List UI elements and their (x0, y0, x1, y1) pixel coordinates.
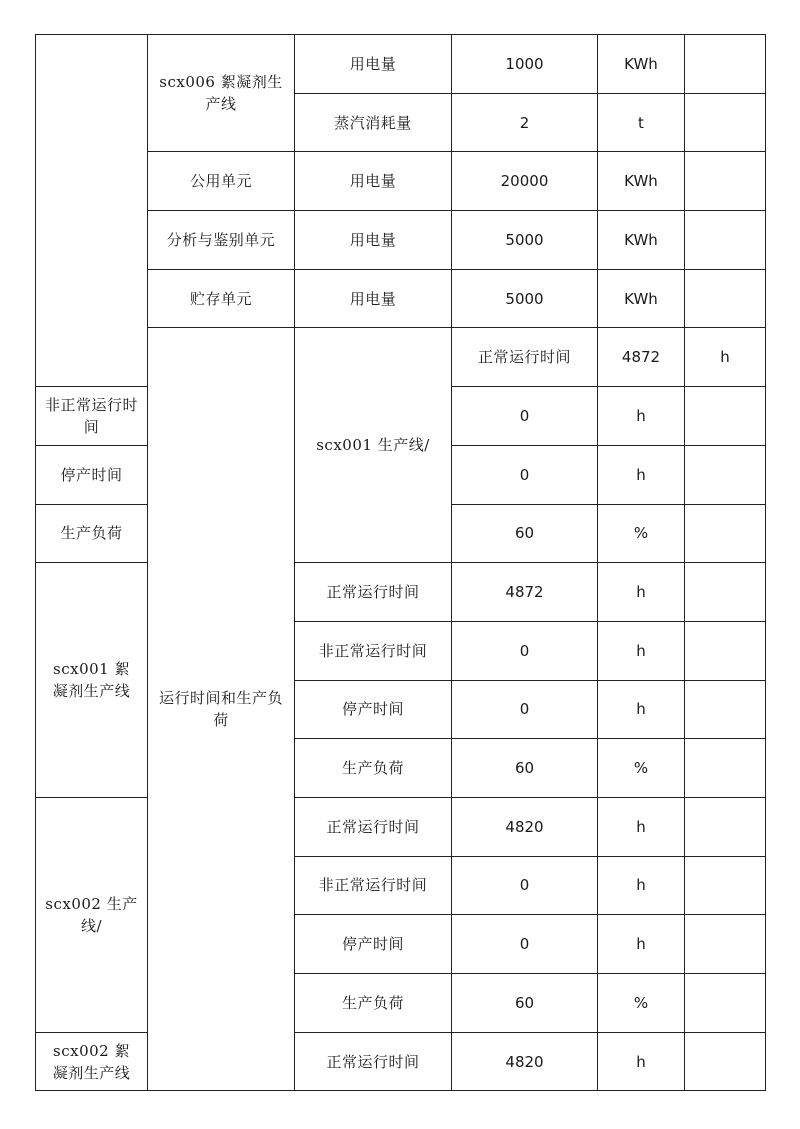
category-cell: 运行时间和生产负荷 (148, 328, 295, 1091)
value-cell: 4820 (452, 1032, 598, 1091)
unit-cell: KWh (598, 35, 685, 94)
unit-cell: h (598, 387, 685, 446)
note-cell (685, 621, 766, 680)
note-cell (685, 269, 766, 328)
item-cell: 正常运行时间 (295, 797, 452, 856)
note-cell (685, 1032, 766, 1091)
value-cell: 4872 (452, 563, 598, 622)
value-cell: 4872 (598, 328, 685, 387)
unit-name-cell: 公用单元 (148, 152, 295, 211)
item-cell: 停产时间 (295, 680, 452, 739)
value-cell: 60 (452, 504, 598, 563)
item-cell: 停产时间 (36, 445, 148, 504)
item-cell: 停产时间 (295, 915, 452, 974)
category-cell (36, 35, 148, 387)
unit-cell: % (598, 739, 685, 798)
note-cell (685, 387, 766, 446)
value-cell: 1000 (452, 35, 598, 94)
table-row (36, 1032, 766, 1091)
item-cell: 非正常运行时间 (36, 387, 148, 446)
unit-name-cell: scx002 絮凝剂生产线 (36, 1032, 148, 1091)
unit-name-cell: 分析与鉴别单元 (148, 211, 295, 270)
note-cell (685, 797, 766, 856)
note-cell (685, 93, 766, 152)
item-cell: 非正常运行时间 (295, 621, 452, 680)
item-cell: 非正常运行时间 (295, 856, 452, 915)
item-cell: 正常运行时间 (452, 328, 598, 387)
value-cell: 0 (452, 915, 598, 974)
note-cell (685, 563, 766, 622)
value-cell: 0 (452, 621, 598, 680)
unit-cell: h (598, 563, 685, 622)
unit-name-cell: scx006 絮凝剂生产线 (148, 35, 295, 152)
value-cell: 4820 (452, 797, 598, 856)
note-cell (685, 739, 766, 798)
note-cell (685, 856, 766, 915)
unit-name-cell: scx002 生产线/ (36, 797, 148, 1032)
value-cell: 0 (452, 680, 598, 739)
value-cell: 0 (452, 387, 598, 446)
value-cell: 5000 (452, 269, 598, 328)
table-row (36, 563, 766, 622)
unit-cell: h (598, 1032, 685, 1091)
unit-cell: t (598, 93, 685, 152)
note-cell (685, 35, 766, 94)
item-cell: 用电量 (295, 269, 452, 328)
note-cell (685, 680, 766, 739)
unit-name-cell: scx001 絮凝剂生产线 (36, 563, 148, 798)
item-cell: 用电量 (295, 211, 452, 270)
value-cell: 0 (452, 445, 598, 504)
unit-cell: h (685, 328, 766, 387)
table-row (36, 797, 766, 856)
unit-cell: KWh (598, 152, 685, 211)
value-cell: 20000 (452, 152, 598, 211)
table-row (36, 35, 766, 94)
unit-name-cell: 贮存单元 (148, 269, 295, 328)
unit-cell: h (598, 797, 685, 856)
unit-cell: h (598, 445, 685, 504)
item-cell: 生产负荷 (295, 974, 452, 1033)
note-cell (685, 504, 766, 563)
value-cell: 2 (452, 93, 598, 152)
unit-cell: KWh (598, 269, 685, 328)
item-cell: 正常运行时间 (295, 563, 452, 622)
value-cell: 5000 (452, 211, 598, 270)
unit-name-cell: scx001 生产线/ (295, 328, 452, 563)
unit-cell: h (598, 856, 685, 915)
item-cell: 正常运行时间 (295, 1032, 452, 1091)
unit-cell: % (598, 504, 685, 563)
item-cell: 用电量 (295, 35, 452, 94)
note-cell (685, 211, 766, 270)
note-cell (685, 445, 766, 504)
item-cell: 生产负荷 (36, 504, 148, 563)
note-cell (685, 915, 766, 974)
unit-cell: h (598, 680, 685, 739)
data-table (35, 34, 766, 1091)
item-cell: 生产负荷 (295, 739, 452, 798)
value-cell: 60 (452, 974, 598, 1033)
unit-cell: KWh (598, 211, 685, 270)
note-cell (685, 974, 766, 1033)
value-cell: 0 (452, 856, 598, 915)
value-cell: 60 (452, 739, 598, 798)
item-cell: 蒸汽消耗量 (295, 93, 452, 152)
unit-cell: % (598, 974, 685, 1033)
unit-cell: h (598, 621, 685, 680)
unit-cell: h (598, 915, 685, 974)
note-cell (685, 152, 766, 211)
item-cell: 用电量 (295, 152, 452, 211)
